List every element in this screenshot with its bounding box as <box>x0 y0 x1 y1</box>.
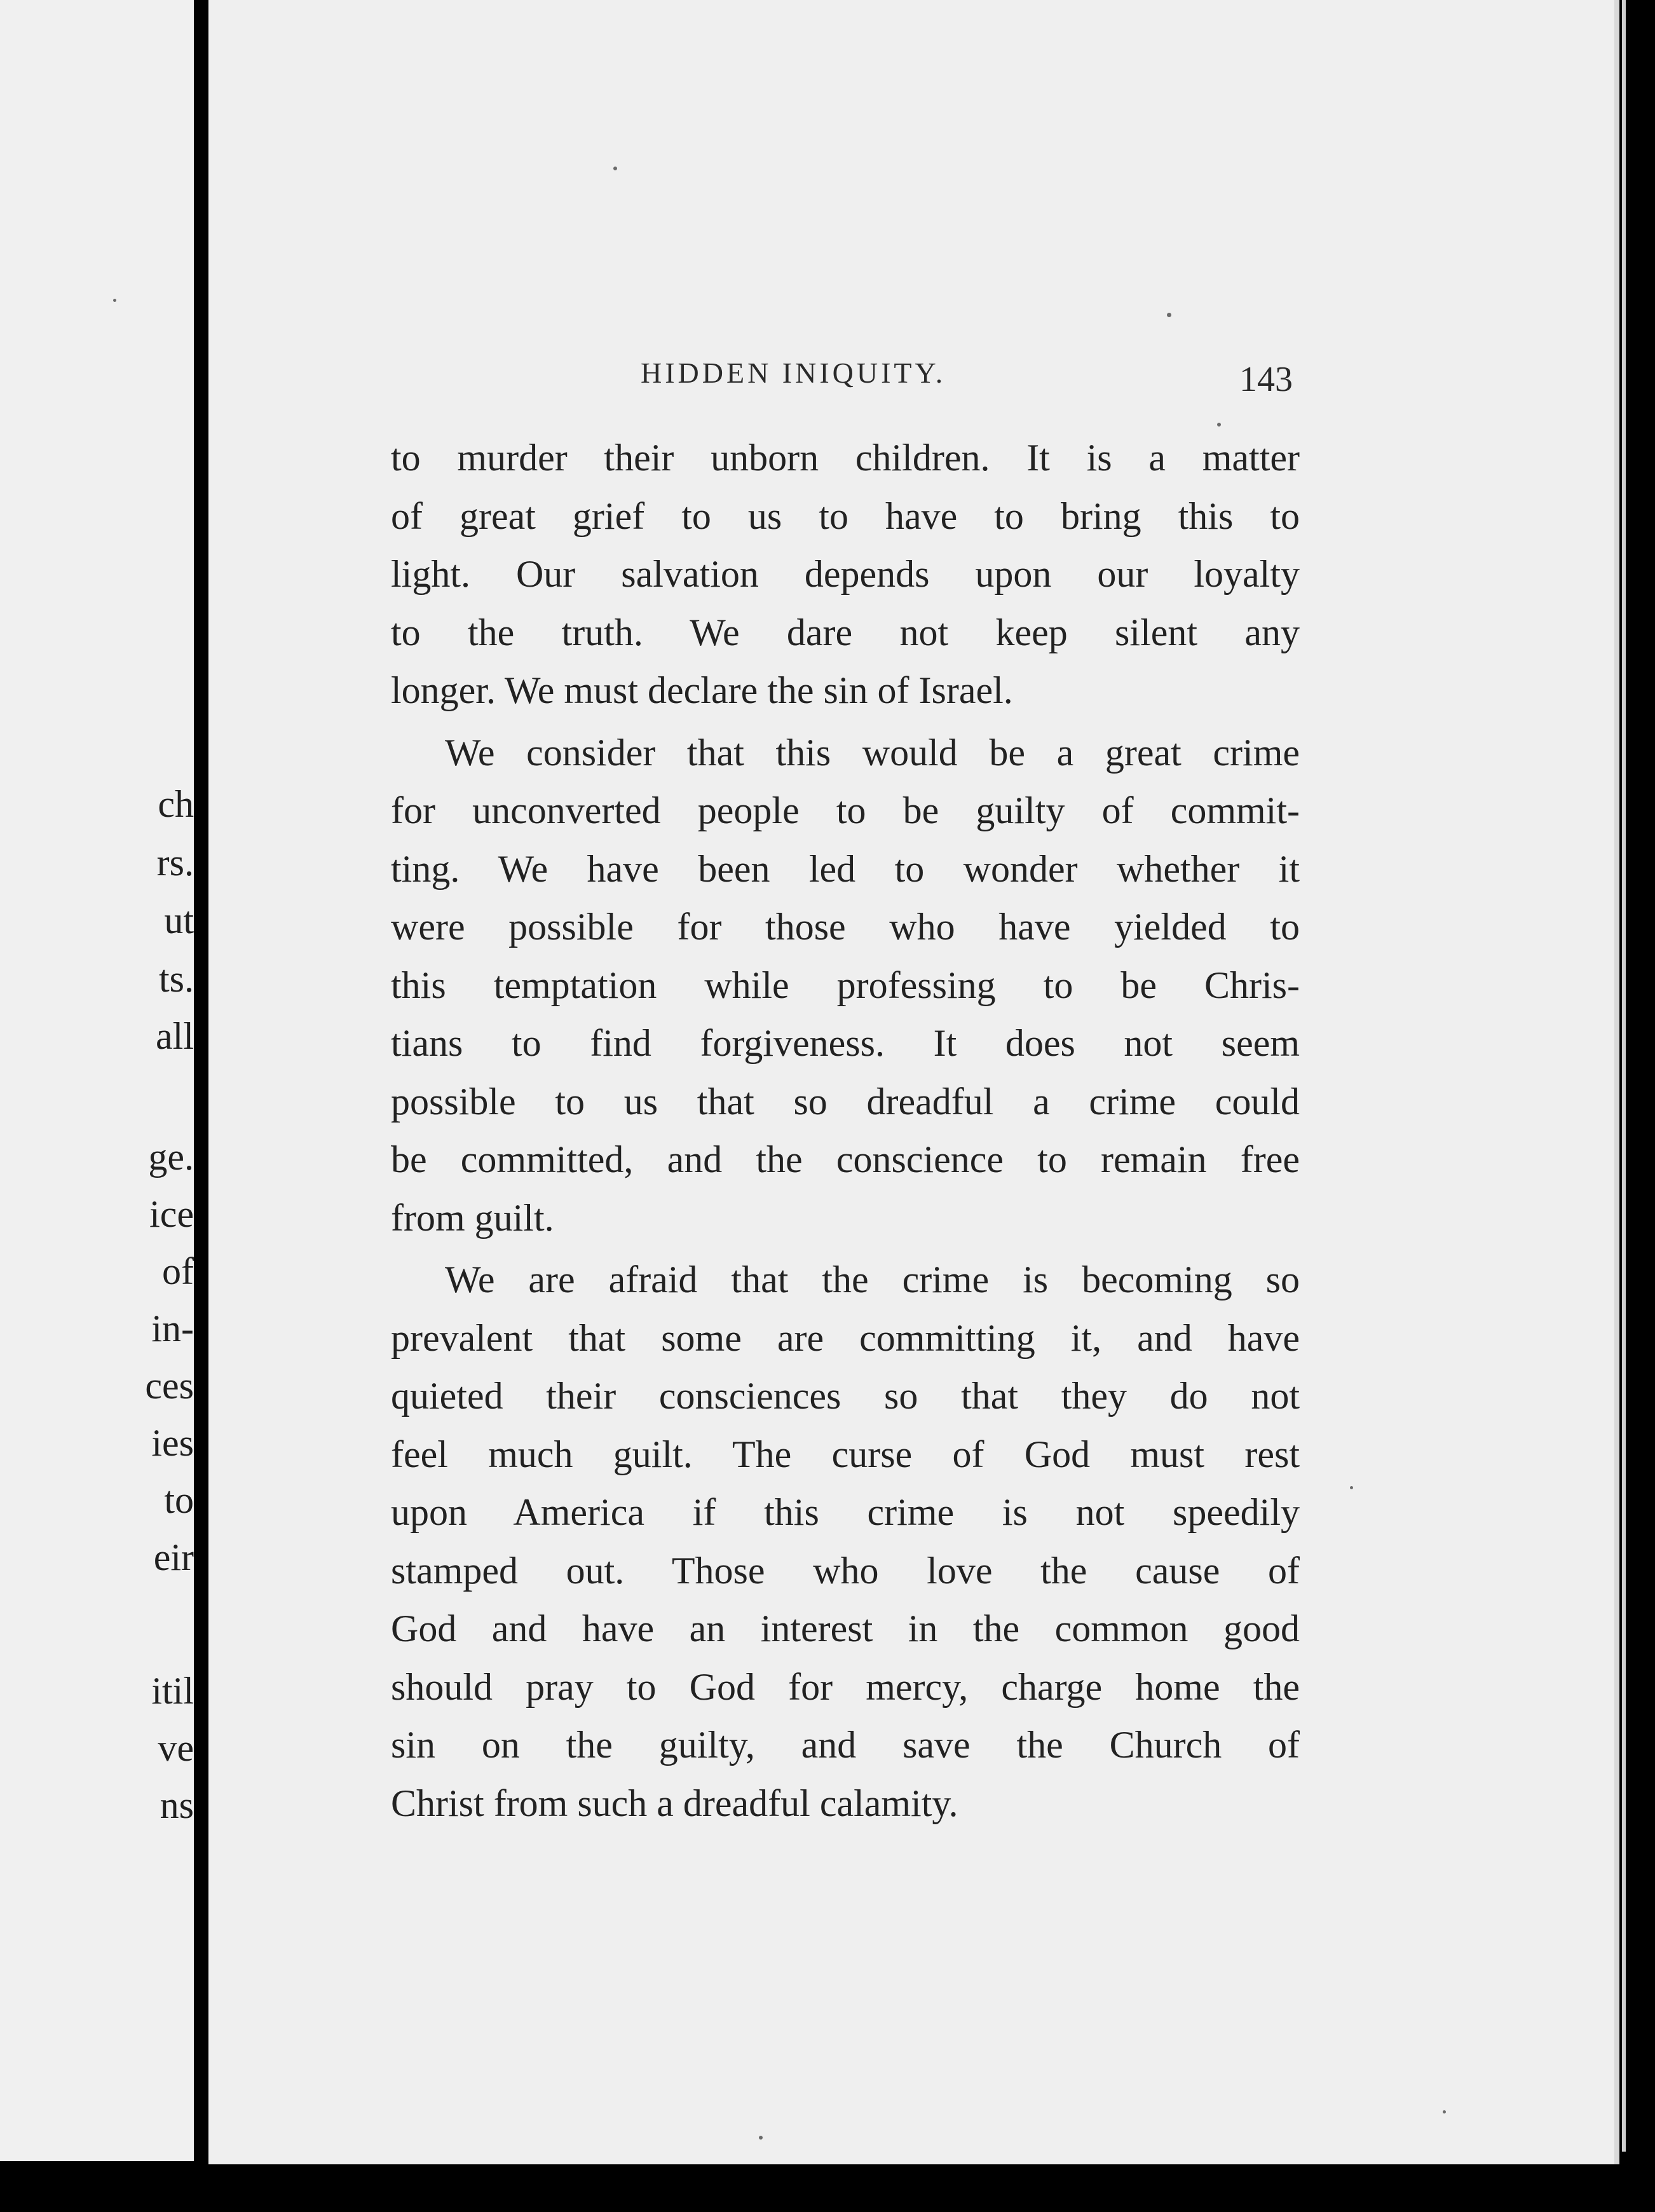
text-line: We consider that this would be a great crime <box>445 731 1300 774</box>
text-line: should pray to God for mercy, charge home the <box>391 1665 1300 1708</box>
text-line: from guilt. <box>391 1196 554 1239</box>
text-line: We are afraid that the crime is becoming so <box>445 1259 1300 1301</box>
text-line: to murder their unborn children. It is a matter <box>391 437 1300 479</box>
facing-page-fragment: ge. <box>148 1136 194 1178</box>
text-line: Christ from such a dreadful calamity. <box>391 1782 958 1824</box>
paragraph <box>391 429 1300 720</box>
text-line: prevalent that some are committing it, and have <box>391 1316 1300 1359</box>
facing-page-fragment: ice <box>149 1193 194 1235</box>
scan-speck <box>1217 423 1221 427</box>
paragraph <box>391 724 1300 1248</box>
facing-page-fragment: all <box>156 1015 194 1057</box>
facing-page-fragment: ns <box>160 1784 194 1826</box>
scan-speck <box>1443 2110 1446 2113</box>
facing-page-fragment: rs. <box>156 842 194 884</box>
text-line: this temptation while professing to be Chris- <box>391 964 1300 1006</box>
text-line: for unconverted people to be guilty of commit- <box>391 789 1300 831</box>
text-line: of great grief to us to have to bring this to <box>391 495 1300 537</box>
text-line: light. Our salvation depends upon our loyalty <box>391 553 1300 595</box>
paragraph <box>391 1251 1300 1833</box>
text-line: upon America if this crime is not speedily <box>391 1491 1300 1533</box>
facing-page-fragment: itil <box>151 1670 194 1712</box>
facing-page-fragment: ut <box>164 899 194 941</box>
scan-speck <box>613 167 617 170</box>
facing-page <box>0 0 194 2161</box>
page-number: 143 <box>1239 360 1293 399</box>
page-edge <box>1614 0 1619 2164</box>
text-line: quieted their consciences so that they do not <box>391 1375 1300 1417</box>
facing-page-fragment: ve <box>158 1727 194 1769</box>
facing-page-fragment: to <box>164 1479 194 1521</box>
text-line: stamped out. Those who love the cause of <box>391 1549 1300 1592</box>
scan-speck <box>113 299 116 302</box>
text-line: be committed, and the conscience to remain free <box>391 1138 1300 1180</box>
facing-page-fragment: ch <box>158 783 194 825</box>
text-line: longer. We must declare the sin of Israel. <box>391 669 1013 711</box>
text-line: were possible for those who have yielded to <box>391 906 1300 948</box>
text-line: sin on the guilty, and save the Church of <box>391 1724 1300 1766</box>
page-edge-inner <box>1622 0 1626 2152</box>
facing-page-fragment: of <box>162 1250 194 1292</box>
facing-page-fragment: ts. <box>158 958 194 1000</box>
scan-speck <box>759 2136 763 2140</box>
running-head-title: HIDDEN INIQUITY. <box>641 357 946 389</box>
text-line: God and have an interest in the common good <box>391 1608 1300 1649</box>
facing-page-fragment: ies <box>151 1422 194 1464</box>
facing-page-fragment: eir <box>153 1536 194 1578</box>
scan-speck <box>1350 1486 1353 1489</box>
text-line: possible to us that so dreadful a crime could <box>391 1080 1300 1123</box>
facing-page-fragment: ces <box>145 1365 194 1407</box>
scan-speck <box>1167 313 1171 317</box>
page-body-text <box>391 429 1300 1833</box>
text-line: tians to find forgiveness. It does not seem <box>391 1022 1300 1064</box>
text-line: ting. We have been led to wonder whether it <box>391 847 1300 890</box>
text-line: feel much guilt. The curse of God must rest <box>391 1433 1300 1475</box>
facing-page-fragment: in- <box>151 1307 194 1349</box>
text-line: to the truth. We dare not keep silent any <box>391 611 1300 653</box>
